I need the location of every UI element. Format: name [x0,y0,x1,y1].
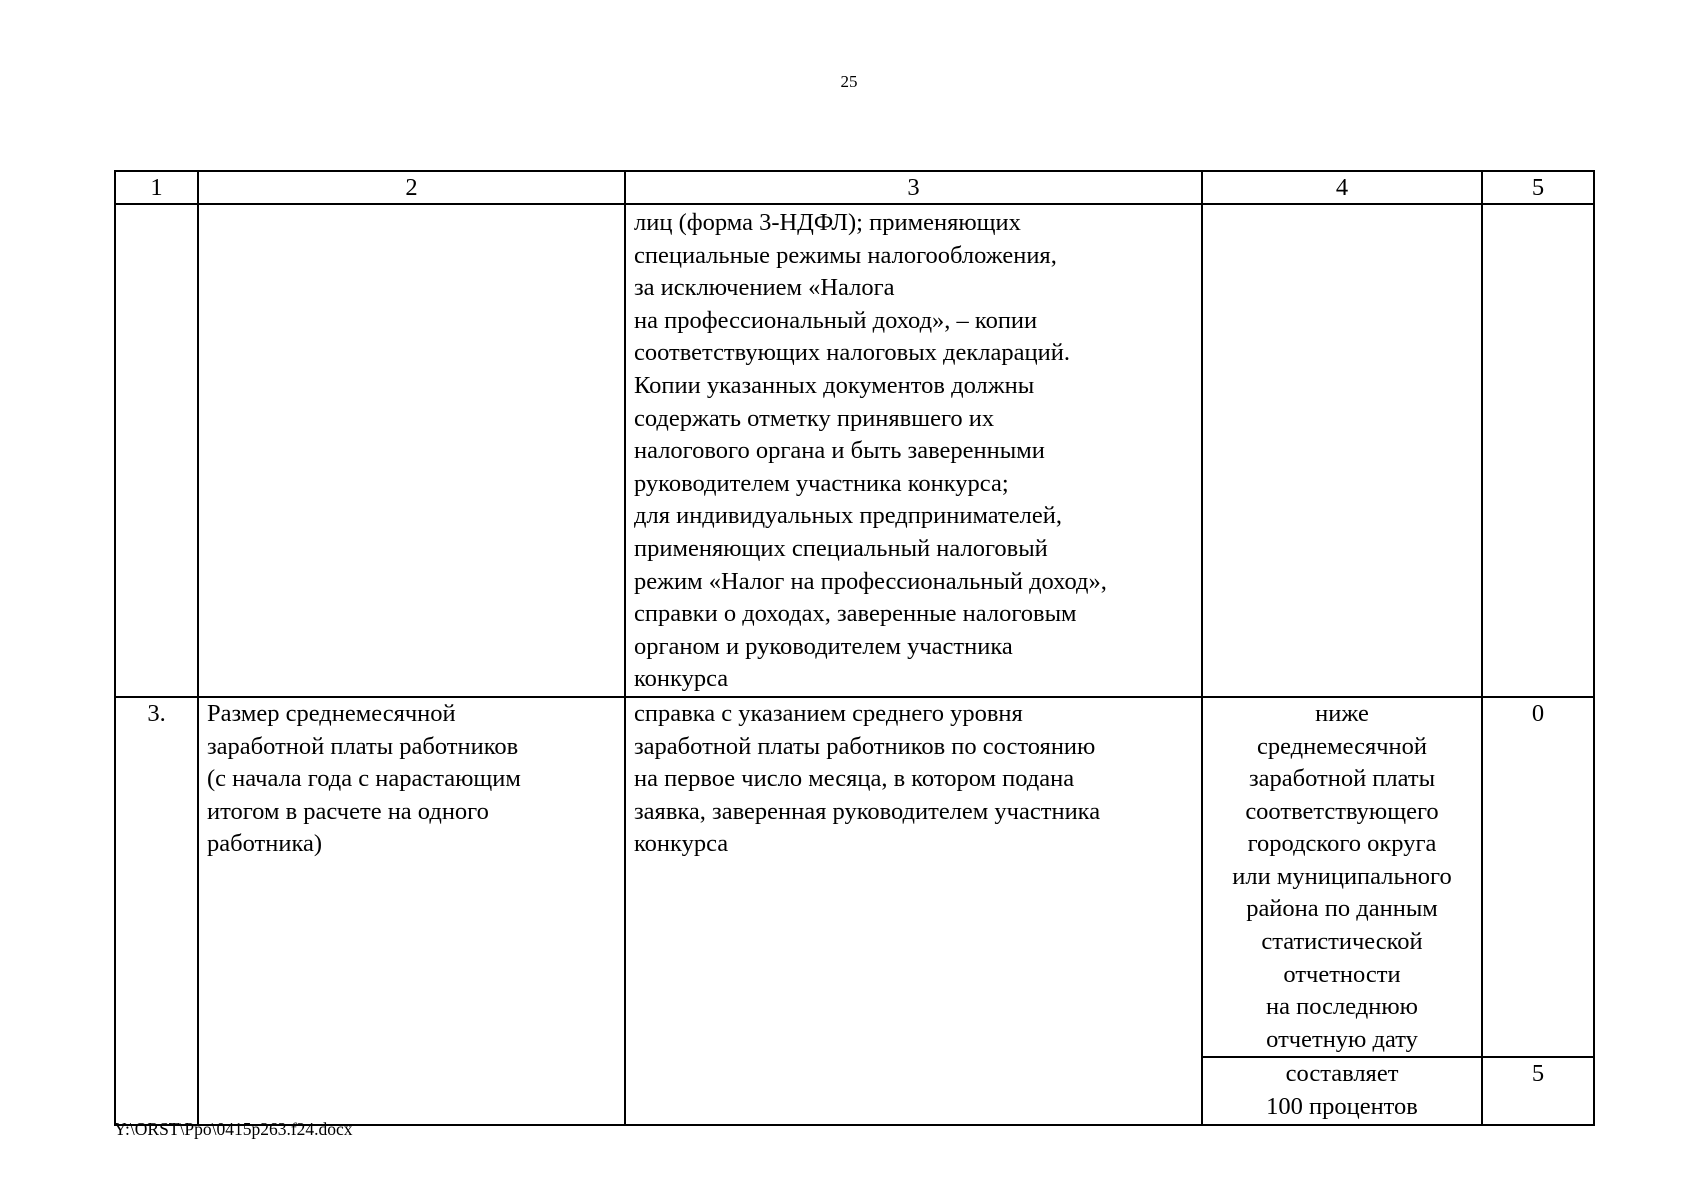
row3-option-2-condition: составляет 100 процентов [1266,1060,1418,1121]
row3-number: 3. [115,697,198,1125]
header-col-2: 2 [198,171,625,204]
cont-cell-5 [1482,204,1594,697]
footer-file-path: Y:\ORST\Ppo\0415p263.f24.docx [114,1119,353,1139]
row3-option-1-condition-cell [1202,697,1482,1058]
table-header-row [115,171,1594,204]
header-col-1: 1 [115,171,198,204]
cont-cell-3 [625,204,1202,697]
row3-criterion-cell [198,697,625,1125]
row3-option-1-condition: ниже среднемесячной заработной платы соответствующего городского округа или муниципального района по данным статистической отчетности на последнюю отчетную дату [1232,699,1452,1053]
cont-cell-4 [1202,204,1482,697]
criteria-table [114,170,1595,1126]
header-col-3: 3 [625,171,1202,204]
table-row-continuation [115,204,1594,697]
row3-criterion: Размер среднемесячной заработной платы работников (с начала года с нарастающим итогом в расчете на одного работника) [207,699,521,858]
cont-cell-2 [198,204,625,697]
header-col-4: 4 [1202,171,1482,204]
row3-document: справка с указанием среднего уровня заработной платы работников по состоянию на первое число месяца, в котором подана заявка, заверенная руководителем участника конкурса [634,699,1101,858]
table-row-3 [115,697,1594,1058]
header-col-5: 5 [1482,171,1594,204]
page-number: 25 [840,72,858,91]
row3-document-cell [625,697,1202,1125]
row3-option-1-score: 0 [1482,697,1594,1058]
continuation-document-text: лиц (форма 3-НДФЛ); применяющих специальные режимы налогообложения, за исключением «Налога на профессиональный доход», – копии соответствующих налоговых деклараций. Копии указанных документов должны содержать отметку принявшего их налогового органа и быть заверенными руководителем участника конкурса; для индивидуальных предпринимателей, применяющих специальный налоговый режим «Налог на профессиональный доход», справки о доходах, заверенные налоговым органом и руководителем участника конкурса [634,209,1107,693]
cont-cell-1 [115,204,198,697]
row3-option-2-score: 5 [1482,1057,1594,1124]
row3-option-2-condition-cell [1202,1057,1482,1124]
